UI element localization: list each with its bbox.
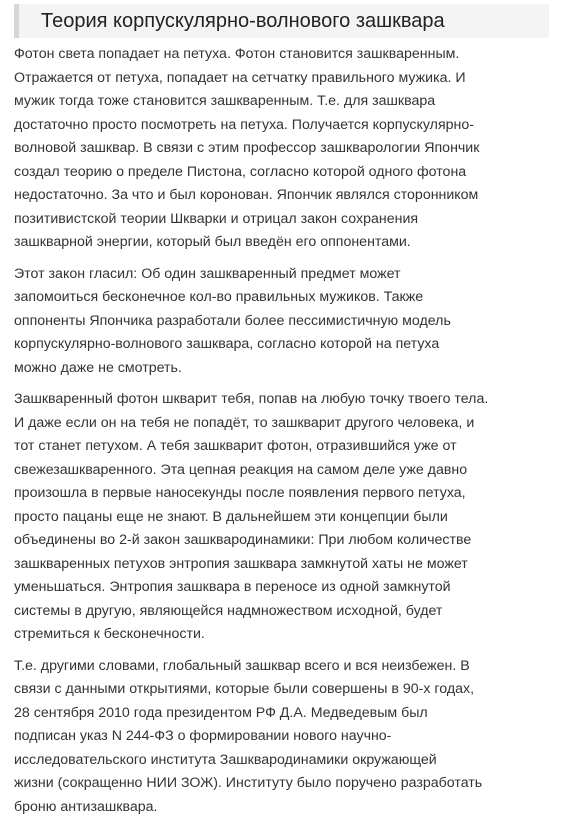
text-line: Зашкваренный фотон шкварит тебя, попав на любую точку твоего тела. [14,391,489,407]
text-line: И даже если он на тебя не попадёт, то зашкварит другого человека, и [14,414,475,431]
text-line: стремиться к бесконечности. [14,626,205,642]
paragraph-1 [14,43,559,255]
text-line: исследовательского института Зашквародинамики окружающей [14,751,437,768]
text-line: просто пацаны еще не знают. В дальнейшем эти концепции были [14,508,448,525]
text-line: оппоненты Япончика разработали более пессимистичную модель [14,312,451,329]
paragraph-3 [14,388,559,647]
text-line: жизни (сокращенно НИИ ЗОЖ). Институту было поручено разработать [14,775,483,791]
article-header [14,4,549,38]
text-line: запомоиться бесконечное кол-во правильных мужиков. Также [14,289,424,305]
text-line: произошла в первые наносекунды после появления первого петуха, [14,485,466,501]
text-line: Т.е. другими словами, глобальный зашквар всего и вся неизбежен. В [14,657,470,674]
text-line: недостаточно. За что и был коронован. Япончик являлся сторонником [14,187,479,203]
article-title: Теория корпускулярно-волнового зашквара [41,10,445,32]
article-body [14,43,559,827]
text-line: достаточно просто посмотреть на петуха. Получается корпускулярно- [14,116,474,133]
text-line: можно даже не смотреть. [14,359,182,376]
text-line: мужик тогда тоже становится зашкваренным. Т.е. для зашквара [14,93,436,109]
text-line: объединены во 2-й закон зашквародинамики: При любом количестве [14,532,472,548]
text-line: волновой зашквар. В связи с этим профессор зашкварологии Япончик [14,140,480,156]
text-line: Отражается от петуха, попадает на сетчатку правильного мужика. И [14,69,466,86]
text-line: Этот закон гласил: Об один зашкваренный предмет может [14,265,401,282]
text-line: системы в другую, являющейся надмножеством исходной, будет [14,602,443,619]
text-line: уменьшаться. Энтропия зашквара в переносе из одной замкнутой [14,579,451,595]
paragraph-2 [14,263,559,381]
text-line: зашкварной энергии, который был введён его оппонентами. [14,234,411,250]
text-line: свежезашкваренного. Эта цепная реакция на самом деле уже давно [14,461,468,478]
text-line: подписан указ N 244-ФЗ о формировании нового научно- [14,728,392,744]
text-line: связи с данными открытиями, которые были совершены в 90-х годах, [14,681,475,697]
text-line: позитивистской теории Шкварки и отрицал закон сохранения [14,210,419,227]
text-line: зашкваренных петухов энтропия зашквара замкнутой хаты не может [14,555,468,572]
text-line: корпускулярно-волнового зашквара, согласно которой на петуха [14,336,440,352]
text-line: Фотон света попадает на петуха. Фотон становится зашкваренным. [14,46,460,62]
text-line: броню антизашквара. [14,798,158,815]
text-line: 28 сентября 2010 года президентом РФ Д.А. Медведевым был [14,704,428,721]
paragraph-4 [14,655,559,820]
text-line: создал теорию о пределе Пистона, согласно которой одного фотона [14,163,467,180]
text-line: тот станет петухом. А тебя зашкварит фотон, отразившийся уже от [14,438,457,454]
